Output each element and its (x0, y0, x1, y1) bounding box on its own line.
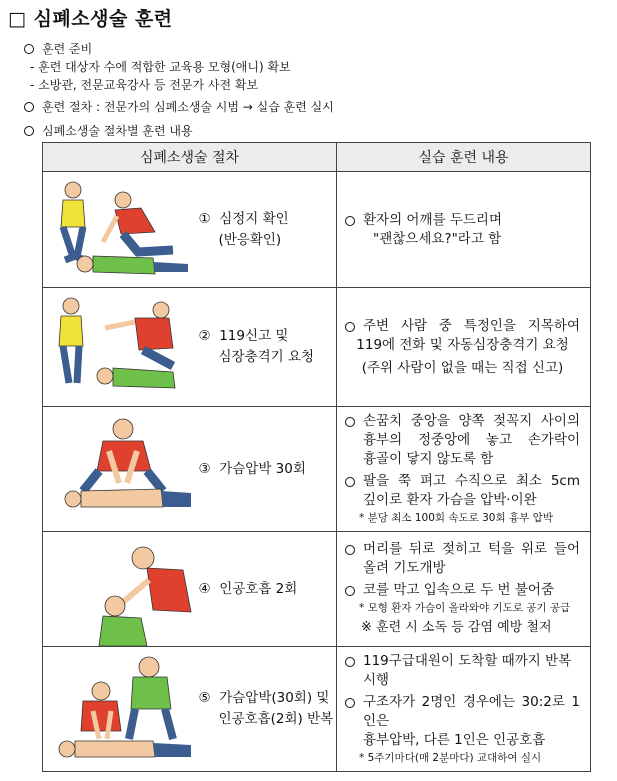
table-row (43, 172, 591, 288)
step-cell-5: ⑤ 가슴압박(30회) 및 인공호흡(2회) 반복 (193, 647, 337, 772)
circle-bullet-icon (345, 477, 355, 487)
cpr-table (42, 142, 591, 772)
content-cell-2: 주변 사람 중 특정인을 지목하여 119에 전화 및 자동심장충격기 요청 (주위 사람이 없을 때는 직접 신고) (337, 288, 591, 407)
circle-bullet-icon (345, 698, 355, 708)
circle-bullet-icon (24, 102, 34, 112)
step-cell-3: ③ 가슴압박 30회 (193, 407, 337, 532)
bullet-prep: 훈련 준비 (24, 40, 92, 57)
content-cell-1: 환자의 어깨를 두드리며 "괜찮으세요?"라고 함 (337, 172, 591, 288)
bullet-prep-sub1: - 훈련 대상자 수에 적합한 교육용 모형(애니) 확보 (30, 60, 291, 74)
content-cell-5: 119구급대원이 도착할 때까지 반복 시행 구조자가 2명인 경우에는 30:2로 1인은 흉부압박, 다른 1인은 인공호흡 * 5주기마다(매 2분마다) 교대하여 실시 (337, 647, 591, 772)
circle-bullet-icon (345, 417, 355, 427)
circle-bullet-icon (345, 657, 355, 667)
circle-bullet-icon (345, 216, 355, 226)
circle-bullet-icon (345, 586, 355, 596)
step-cell-2: ② 119신고 및 심장충격기 요청 (193, 288, 337, 407)
bullet-prep-sub2: - 소방관, 전문교육강사 등 전문가 사전 확보 (30, 78, 259, 92)
bullet-steps: 심폐소생술 절차별 훈련 내용 (24, 122, 193, 139)
table-row (43, 288, 591, 407)
header-step: 심폐소생술 절차 (43, 143, 337, 172)
circle-bullet-icon (345, 545, 355, 555)
step-cell-1: ① 심정지 확인 (반응확인) (193, 172, 337, 288)
step-cell-4: ④ 인공호흡 2회 (193, 532, 337, 647)
illustration-two-rescuers (43, 647, 193, 772)
page-title: □ 심폐소생술 훈련 (8, 8, 173, 30)
content-cell-3: 손꿈치 중앙을 양쪽 젖꼭지 사이의 흉부의 정중앙에 놓고 손가락이 흉골이 닿지 않도록 함 팔을 쭉 펴고 수직으로 최소 5cm 깊이로 환자 가슴을 압박·이완 * 분당 최소 100회 속도로 30회 흉부 압박 (337, 407, 591, 532)
bullet-procedure: 훈련 절차 : 전문가의 심폐소생술 시범 → 실습 훈련 실시 (24, 98, 334, 115)
table-row (43, 532, 591, 647)
table-header-row (43, 143, 591, 172)
illustration-call-119 (43, 288, 193, 407)
illustration-rescue-breathing (43, 532, 193, 647)
table-row (43, 407, 591, 532)
circle-bullet-icon (24, 44, 34, 54)
circle-bullet-icon (24, 126, 34, 136)
illustration-check-response (43, 172, 193, 288)
circle-bullet-icon (345, 322, 355, 332)
content-cell-4: 머리를 뒤로 젖히고 턱을 위로 들어 올려 기도개방 코를 막고 입속으로 두 번 불어줌 * 모형 환자 가슴이 올라와야 기도로 공기 공급 ※ 훈련 시 소독 등 감염 예방 철저 (337, 532, 591, 647)
illustration-chest-compression (43, 407, 193, 532)
header-content: 실습 훈련 내용 (337, 143, 591, 172)
table-row (43, 647, 591, 772)
